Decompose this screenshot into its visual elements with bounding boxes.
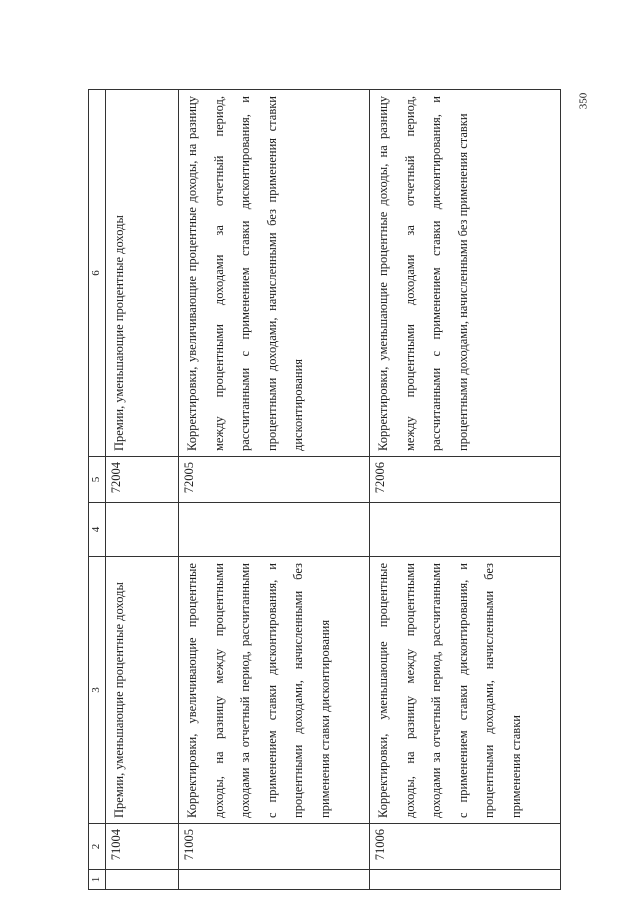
row-2-description-left: Корректировки, увеличивающие процентные доходы, на разницу между процентными доходами за отчетный период, рассчитанными с применением ставки дисконтирования, и процентными доходами, начисленными без применения ставки дисконтирования <box>179 557 370 824</box>
table-header-row <box>89 90 106 890</box>
page-number <box>573 88 593 114</box>
row-1-description-right: Премии, уменьшающие процентные доходы <box>106 90 179 457</box>
row-3-col-1 <box>370 870 561 890</box>
row-3-description-right: Корректировки, уменьшающие процентные доходы, на разницу между процентными доходами за отчетный период, рассчитанными с применением ставки дисконтирования, и процентными доходами, начисленными без применения ставки <box>370 90 561 457</box>
row-2-col-1 <box>179 870 370 890</box>
row-1-col-4 <box>106 503 179 557</box>
row-2-col-4 <box>179 503 370 557</box>
row-1-col-1 <box>106 870 179 890</box>
row-2-code-left: 71005 <box>179 824 370 870</box>
rotated-table-area <box>88 90 550 890</box>
table-row <box>179 90 370 890</box>
table-row <box>106 90 179 890</box>
page-number-text: 350 <box>577 92 589 110</box>
accounts-table <box>88 89 561 890</box>
header-col-5: 5 <box>89 457 106 503</box>
row-3-col-4 <box>370 503 561 557</box>
row-3-code-left: 71006 <box>370 824 561 870</box>
row-1-code-right: 72004 <box>106 457 179 503</box>
row-3-description-left: Корректировки, уменьшающие процентные доходы, на разницу между процентными доходами за отчетный период, рассчитанными с применением ставки дисконтирования, и процентными доходами, начисленными без применения ставки <box>370 557 561 824</box>
header-col-4: 4 <box>89 503 106 557</box>
header-col-1: 1 <box>89 870 106 890</box>
header-col-6: 6 <box>89 90 106 457</box>
row-3-code-right: 72006 <box>370 457 561 503</box>
row-1-code-left: 71004 <box>106 824 179 870</box>
row-2-description-right: Корректировки, увеличивающие процентные доходы, на разницу между процентными доходами за отчетный период, рассчитанными с применением ставки дисконтирования, и процентными доходами, начисленными без применения ставки дисконтирования <box>179 90 370 457</box>
table-row <box>370 90 561 890</box>
row-2-code-right: 72005 <box>179 457 370 503</box>
header-col-2: 2 <box>89 824 106 870</box>
header-col-3: 3 <box>89 557 106 824</box>
row-1-description-left: Премии, уменьшающие процентные доходы <box>106 557 179 824</box>
